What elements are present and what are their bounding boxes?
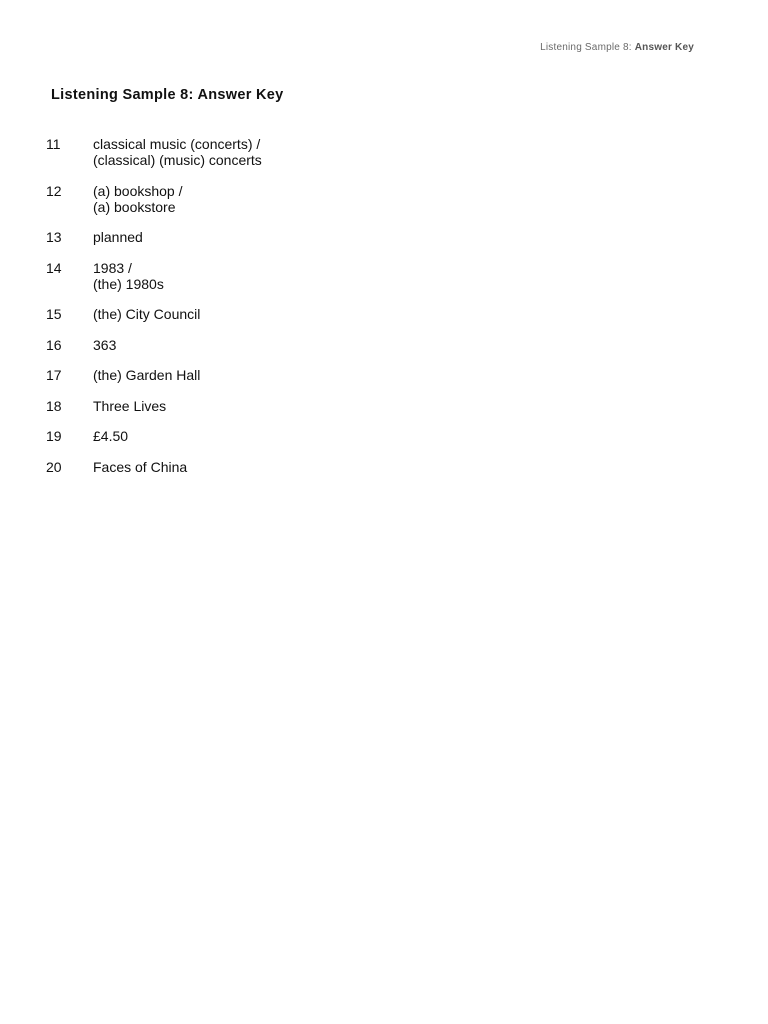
answer-line: £4.50 — [93, 428, 129, 444]
answer-number: 11 — [46, 136, 61, 152]
answer-number: 15 — [46, 306, 62, 322]
answer-line: (a) bookshop / — [93, 182, 183, 199]
answer-line: classical music (concerts) / — [93, 136, 261, 152]
answer-text — [93, 306, 546, 322]
answer-row — [46, 459, 546, 475]
answer-list — [46, 136, 546, 489]
answer-text — [93, 398, 546, 414]
answer-line: Three Lives — [93, 397, 167, 414]
answer-row — [46, 428, 546, 444]
answer-number: 12 — [46, 182, 62, 199]
answer-number: 17 — [46, 367, 62, 383]
page-title: Listening Sample 8: Answer Key — [51, 87, 284, 103]
running-header — [540, 42, 694, 53]
answer-line: 363 — [93, 336, 117, 353]
answer-text — [93, 183, 546, 215]
answer-text — [93, 260, 546, 292]
answer-text — [93, 229, 546, 245]
answer-row — [46, 260, 546, 292]
answer-number: 18 — [46, 397, 62, 414]
answer-row — [46, 229, 546, 245]
answer-line: 1983 / — [93, 259, 132, 276]
answer-row — [46, 136, 546, 168]
answer-row — [46, 183, 546, 215]
answer-text — [93, 337, 546, 353]
answer-text — [93, 428, 546, 444]
answer-line: (a) bookstore — [93, 198, 176, 215]
answer-row — [46, 337, 546, 353]
answer-line: (the) City Council — [93, 306, 201, 322]
answer-line: (classical) (music) concerts — [93, 152, 262, 168]
answer-line: (the) Garden Hall — [93, 367, 201, 383]
answer-text — [93, 367, 546, 383]
answer-line: planned — [93, 229, 143, 245]
running-header-prefix: Listening Sample 8: — [540, 42, 632, 53]
answer-number: 20 — [46, 458, 62, 475]
answer-text — [93, 136, 546, 168]
answer-row — [46, 398, 546, 414]
answer-number: 16 — [46, 336, 62, 353]
answer-line: Faces of China — [93, 458, 188, 475]
answer-number: 14 — [46, 259, 62, 276]
answer-number: 13 — [46, 229, 62, 245]
answer-line: (the) 1980s — [93, 275, 164, 292]
answer-row — [46, 306, 546, 322]
answer-row — [46, 367, 546, 383]
answer-number: 19 — [46, 428, 62, 444]
running-header-suffix: Answer Key — [634, 42, 694, 53]
answer-text — [93, 459, 546, 475]
